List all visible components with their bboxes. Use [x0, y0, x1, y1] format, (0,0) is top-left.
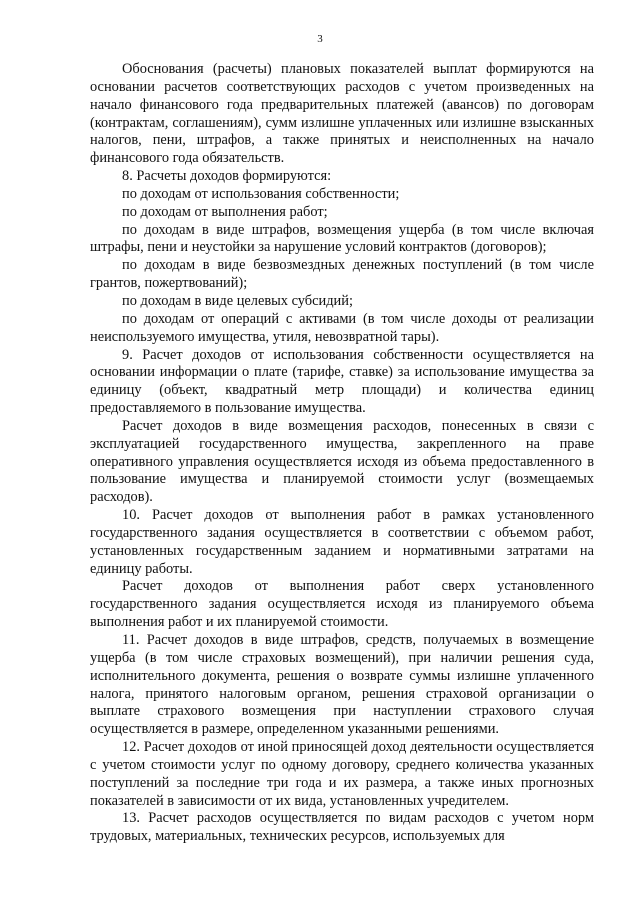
paragraph-9-reimbursement: Расчет доходов в виде возмещения расходов, понесенных в связи с эксплуатацией государственного имущества, закрепленного на праве оперативного управления осуществляется исходя из объема предоставленного в пользование имущества и планируемой стоимости услуг (возмещаемых расходов). — [90, 417, 594, 506]
list-item-asset-operations-income: по доходам от операций с активами (в том числе доходы от реализации неиспользуемого имущества, утиля, невозвратной тары). — [90, 310, 594, 345]
list-item-property-income: по доходам от использования собственности; — [122, 185, 400, 202]
list-item-fines-income: по доходам в виде штрафов, возмещения ущерба (в том числе включая штрафы, пени и неустойки за нарушение условий контрактов (договоров); — [90, 221, 594, 256]
paragraph-8-heading: 8. Расчеты доходов формируются: — [122, 168, 332, 185]
paragraph-9: 9. Расчет доходов от использования собственности осуществляется на основании информации о плате (тарифе, ставке) за использование имущества за единицу (объект, квадратный метр площади) и количества единиц предоставляемого в пользование имущества. — [90, 346, 594, 417]
paragraph-11: 11. Расчет доходов в виде штрафов, средств, получаемых в возмещение ущерба (в том числе страховых возмещений), при наличии решения суда, исполнительного документа, решения о возврате суммы излишне уплаченного налога, принятого налоговым органом, решения страховой организации о выплате страхового возмещения при наступлении страхового случая осуществляется в размере, определенном указанными решениями. — [90, 632, 594, 738]
list-item-work-income: по доходам от выполнения работ; — [122, 203, 328, 220]
list-item-subsidies-income: по доходам в виде целевых субсидий; — [122, 292, 353, 309]
paragraph-12: 12. Расчет доходов от иной приносящей доход деятельности осуществляется с учетом стоимости услуг по одному договору, среднего количества указанных поступлений за последние три года и их размера, а также иных прогнозных показателей в зависимости от их вида, установленных учредителем. — [90, 739, 594, 809]
list-item-grants-income: по доходам в виде безвозмездных денежных поступлений (в том числе грантов, пожертвований); — [90, 257, 594, 292]
paragraph-payment-justifications: Обоснования (расчеты) плановых показателей выплат формируются на основании расчетов соответствующих расходов с учетом произведенных на начало финансового года предварительных платежей (авансов) по договорам (контрактам, соглашениям), сумм излишне уплаченных или излишне взысканных налогов, пени, штрафов, а также принятых и неисполненных на начало финансового года обязательств. — [90, 61, 594, 167]
paragraph-13: 13. Расчет расходов осуществляется по видам расходов с учетом норм трудовых, материальных, технических ресурсов, используемых для — [90, 810, 594, 845]
document-body — [90, 61, 594, 846]
paragraph-10: 10. Расчет доходов от выполнения работ в рамках установленного государственного задания осуществляется в соответствии с объемом работ, установленных государственным заданием и нормативными затратами на единицу работы. — [90, 507, 594, 577]
paragraph-10-extra-work: Расчет доходов от выполнения работ сверх установленного государственного задания осуществляется исходя из планируемого объема выполнения работ и их планируемой стоимости. — [90, 578, 594, 631]
page-number: 3 — [317, 33, 323, 45]
